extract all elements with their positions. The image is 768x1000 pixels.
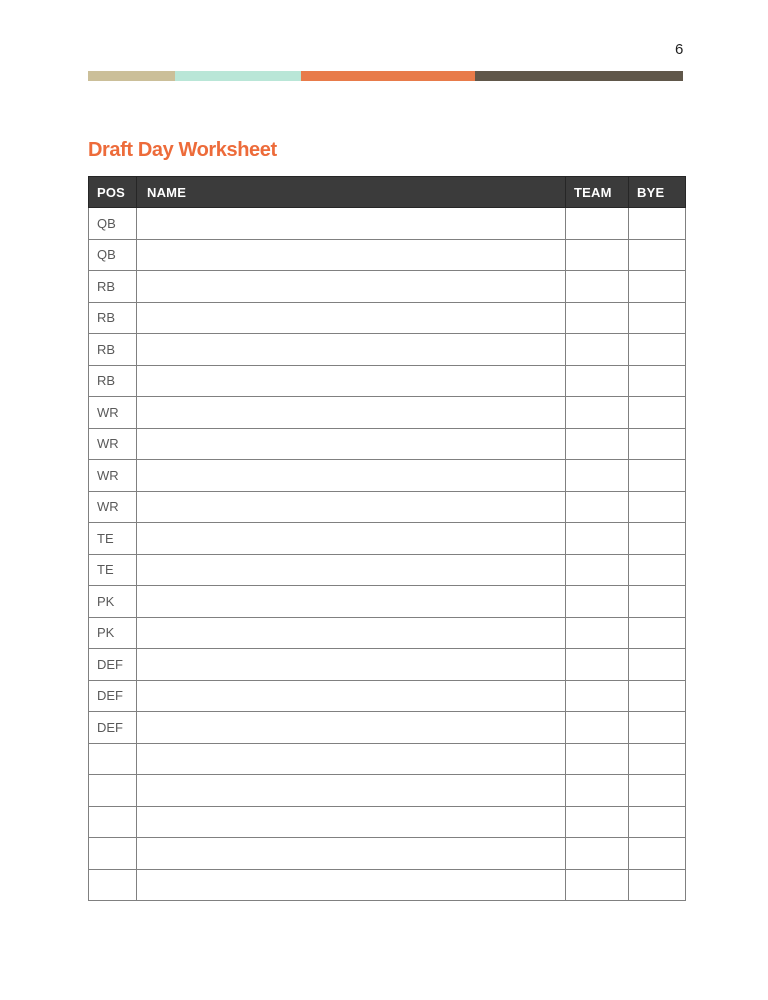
pos-cell [89,775,137,807]
bye-cell [629,460,686,492]
bye-cell [629,806,686,838]
bye-cell [629,680,686,712]
pos-cell [89,838,137,870]
table-row [89,712,686,744]
name-cell [137,617,566,649]
name-cell [137,554,566,586]
team-cell [566,523,629,555]
pos-cell: WR [89,397,137,429]
bye-cell [629,239,686,271]
table-row [89,554,686,586]
column-header-name: NAME [137,177,566,208]
team-cell [566,491,629,523]
name-cell [137,869,566,901]
name-cell [137,208,566,240]
table-row [89,397,686,429]
accent-bar [88,71,683,81]
table-row [89,649,686,681]
header-row [89,177,686,208]
team-cell [566,712,629,744]
team-cell [566,365,629,397]
bye-cell [629,397,686,429]
table-row [89,208,686,240]
team-cell [566,806,629,838]
table-row [89,523,686,555]
name-cell [137,271,566,303]
pos-cell: RB [89,365,137,397]
name-cell [137,491,566,523]
team-cell [566,271,629,303]
pos-cell: DEF [89,712,137,744]
name-cell [137,365,566,397]
column-header-team: TEAM [566,177,629,208]
bye-cell [629,302,686,334]
name-cell [137,302,566,334]
brown-bar-segment [475,71,683,81]
pos-cell: PK [89,586,137,618]
team-cell [566,775,629,807]
name-cell [137,743,566,775]
table-row [89,743,686,775]
team-cell [566,649,629,681]
table-row [89,271,686,303]
table-row [89,491,686,523]
name-cell [137,712,566,744]
table-row [89,775,686,807]
team-cell [566,680,629,712]
bye-cell [629,554,686,586]
pos-cell: WR [89,491,137,523]
pos-cell: DEF [89,649,137,681]
team-cell [566,460,629,492]
pos-cell: QB [89,239,137,271]
pos-cell: WR [89,460,137,492]
page-title: Draft Day Worksheet [88,139,277,161]
pos-cell: WR [89,428,137,460]
draft-worksheet-table [88,176,686,901]
name-cell [137,460,566,492]
table-row [89,365,686,397]
table-row [89,586,686,618]
bye-cell [629,838,686,870]
name-cell [137,649,566,681]
table-row [89,680,686,712]
page-number: 6 [674,41,683,58]
team-cell [566,869,629,901]
pos-cell: PK [89,617,137,649]
name-cell [137,334,566,366]
team-cell [566,586,629,618]
bye-cell [629,365,686,397]
column-header-bye: BYE [629,177,686,208]
team-cell [566,838,629,870]
name-cell [137,838,566,870]
orange-bar-segment [301,71,475,81]
team-cell [566,428,629,460]
pos-cell: DEF [89,680,137,712]
bye-cell [629,523,686,555]
table-row [89,869,686,901]
bye-cell [629,712,686,744]
table-header [89,177,686,208]
bye-cell [629,775,686,807]
bye-cell [629,743,686,775]
name-cell [137,775,566,807]
table-row [89,302,686,334]
table-row [89,838,686,870]
bye-cell [629,649,686,681]
name-cell [137,397,566,429]
team-cell [566,617,629,649]
team-cell [566,208,629,240]
table-row [89,460,686,492]
pos-cell: QB [89,208,137,240]
bye-cell [629,271,686,303]
pos-cell: RB [89,302,137,334]
table-body [89,208,686,901]
table-row [89,239,686,271]
name-cell [137,523,566,555]
pos-cell: RB [89,334,137,366]
pos-cell [89,806,137,838]
bye-cell [629,491,686,523]
table-row [89,334,686,366]
table-row [89,617,686,649]
team-cell [566,554,629,586]
pos-cell [89,869,137,901]
mint-bar-segment [175,71,301,81]
column-header-pos: POS [89,177,137,208]
team-cell [566,334,629,366]
table-row [89,428,686,460]
team-cell [566,302,629,334]
pos-cell: TE [89,554,137,586]
table-row [89,806,686,838]
bye-cell [629,869,686,901]
name-cell [137,428,566,460]
bye-cell [629,428,686,460]
team-cell [566,239,629,271]
name-cell [137,806,566,838]
bye-cell [629,334,686,366]
name-cell [137,239,566,271]
bye-cell [629,208,686,240]
pos-cell: RB [89,271,137,303]
pos-cell [89,743,137,775]
tan-bar-segment [88,71,175,81]
bye-cell [629,586,686,618]
pos-cell: TE [89,523,137,555]
bye-cell [629,617,686,649]
name-cell [137,680,566,712]
team-cell [566,743,629,775]
team-cell [566,397,629,429]
name-cell [137,586,566,618]
